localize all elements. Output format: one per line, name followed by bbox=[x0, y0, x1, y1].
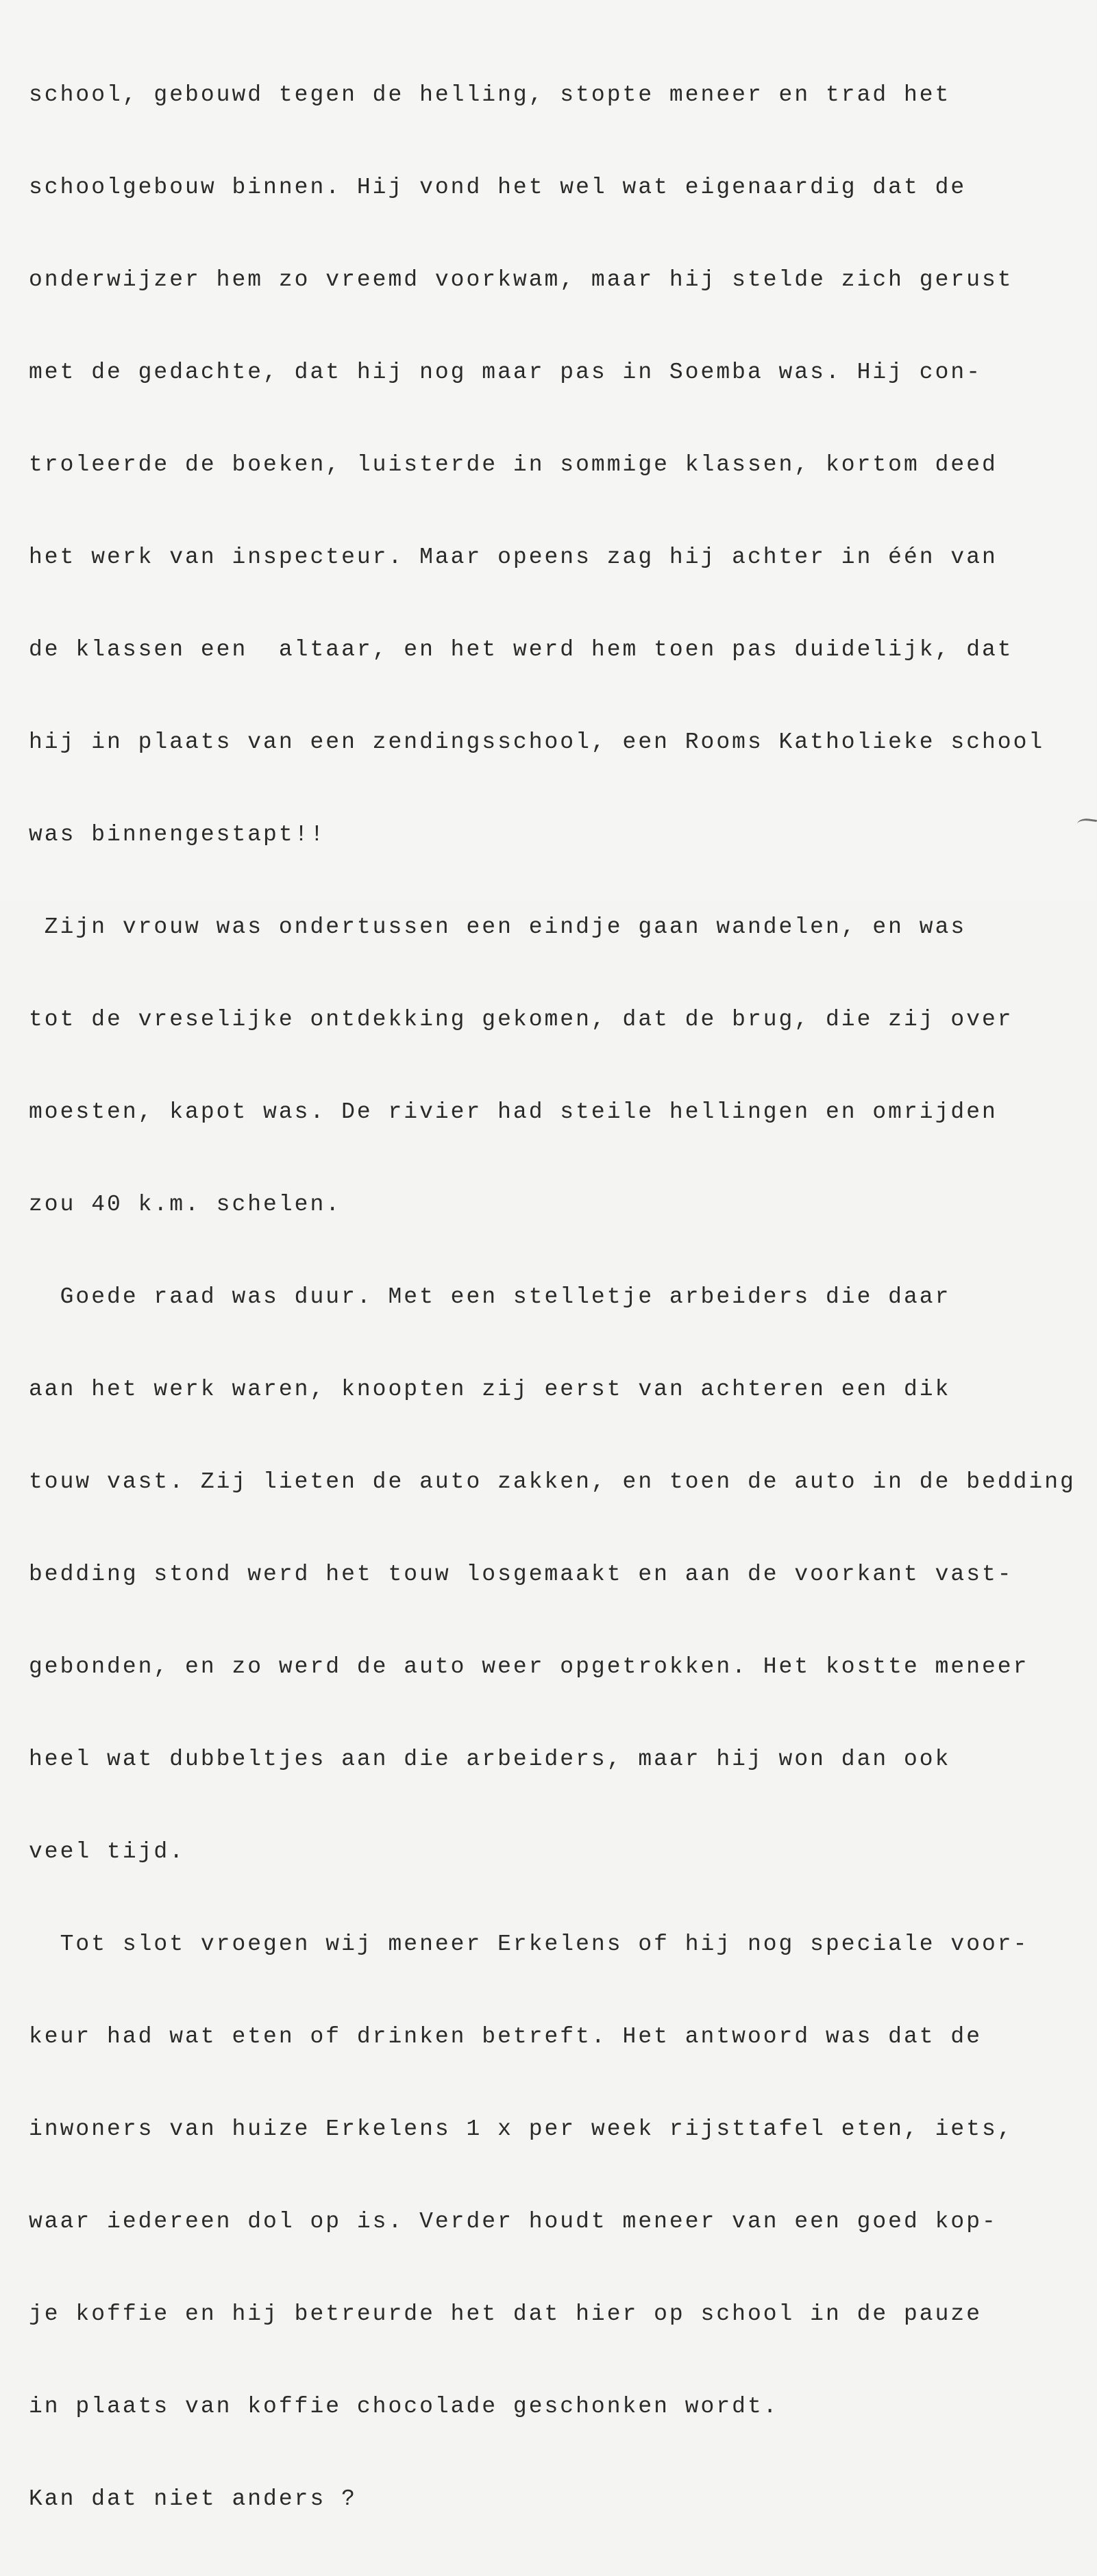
text-line: aan het werk waren, knoopten zij eerst van achteren een dik bbox=[29, 1377, 951, 1402]
text-line: je koffie en hij betreurde het dat hier op school in de pauze bbox=[29, 2301, 982, 2327]
text-line: Tot slot vroegen wij meneer Erkelens of hij nog speciale voor- bbox=[29, 1931, 1029, 1957]
text-line: onderwijzer hem zo vreemd voorkwam, maar hij stelde zich gerust bbox=[29, 267, 1013, 292]
typewritten-text bbox=[29, 18, 1084, 2576]
text-line: moesten, kapot was. De rivier had steile hellingen en omrijden bbox=[29, 1099, 998, 1125]
text-line: Kan dat niet anders ? bbox=[29, 2486, 357, 2512]
text-line: schoolgebouw binnen. Hij vond het wel wat eigenaardig dat de bbox=[29, 175, 967, 200]
text-line: met de gedachte, dat hij nog maar pas in Soemba was. Hij con- bbox=[29, 360, 982, 385]
text-line: tot de vreselijke ontdekking gekomen, dat de brug, die zij over bbox=[29, 1007, 1013, 1032]
text-line: was binnengestapt!! bbox=[29, 822, 326, 847]
text-line: de klassen een altaar, en het werd hem toen pas duidelijk, dat bbox=[29, 637, 1013, 662]
text-line: school, gebouwd tegen de helling, stopte meneer en trad het bbox=[29, 82, 951, 108]
text-line: waar iedereen dol op is. Verder houdt meneer van een goed kop- bbox=[29, 2209, 998, 2234]
text-line: bedding stond werd het touw losgemaakt en aan de voorkant vast- bbox=[29, 1562, 1013, 1587]
text-line: keur had wat eten of drinken betreft. Het antwoord was dat de bbox=[29, 2024, 982, 2049]
text-line: Goede raad was duur. Met een stelletje arbeiders die daar bbox=[29, 1284, 951, 1310]
text-line: troleerde de boeken, luisterde in sommige klassen, kortom deed bbox=[29, 452, 998, 477]
text-line: zou 40 k.m. schelen. bbox=[29, 1192, 342, 1217]
text-line: hij in plaats van een zendingsschool, een Rooms Katholieke school bbox=[29, 729, 1045, 755]
text-line: inwoners van huize Erkelens 1 x per week rijsttafel eten, iets, bbox=[29, 2116, 1013, 2142]
text-line: Zijn vrouw was ondertussen een eindje gaan wandelen, en was bbox=[29, 914, 967, 940]
text-line: touw vast. Zij lieten de auto zakken, en toen de auto in de bedding bbox=[29, 1469, 1076, 1495]
text-line: het werk van inspecteur. Maar opeens zag hij achter in één van bbox=[29, 545, 998, 570]
text-line: veel tijd. bbox=[29, 1839, 186, 1864]
text-line: gebonden, en zo werd de auto weer opgetrokken. Het kostte meneer bbox=[29, 1654, 1029, 1679]
text-line: in plaats van koffie chocolade geschonken wordt. bbox=[29, 2394, 779, 2419]
text-line: heel wat dubbeltjes aan die arbeiders, maar hij won dan ook bbox=[29, 1747, 951, 1772]
